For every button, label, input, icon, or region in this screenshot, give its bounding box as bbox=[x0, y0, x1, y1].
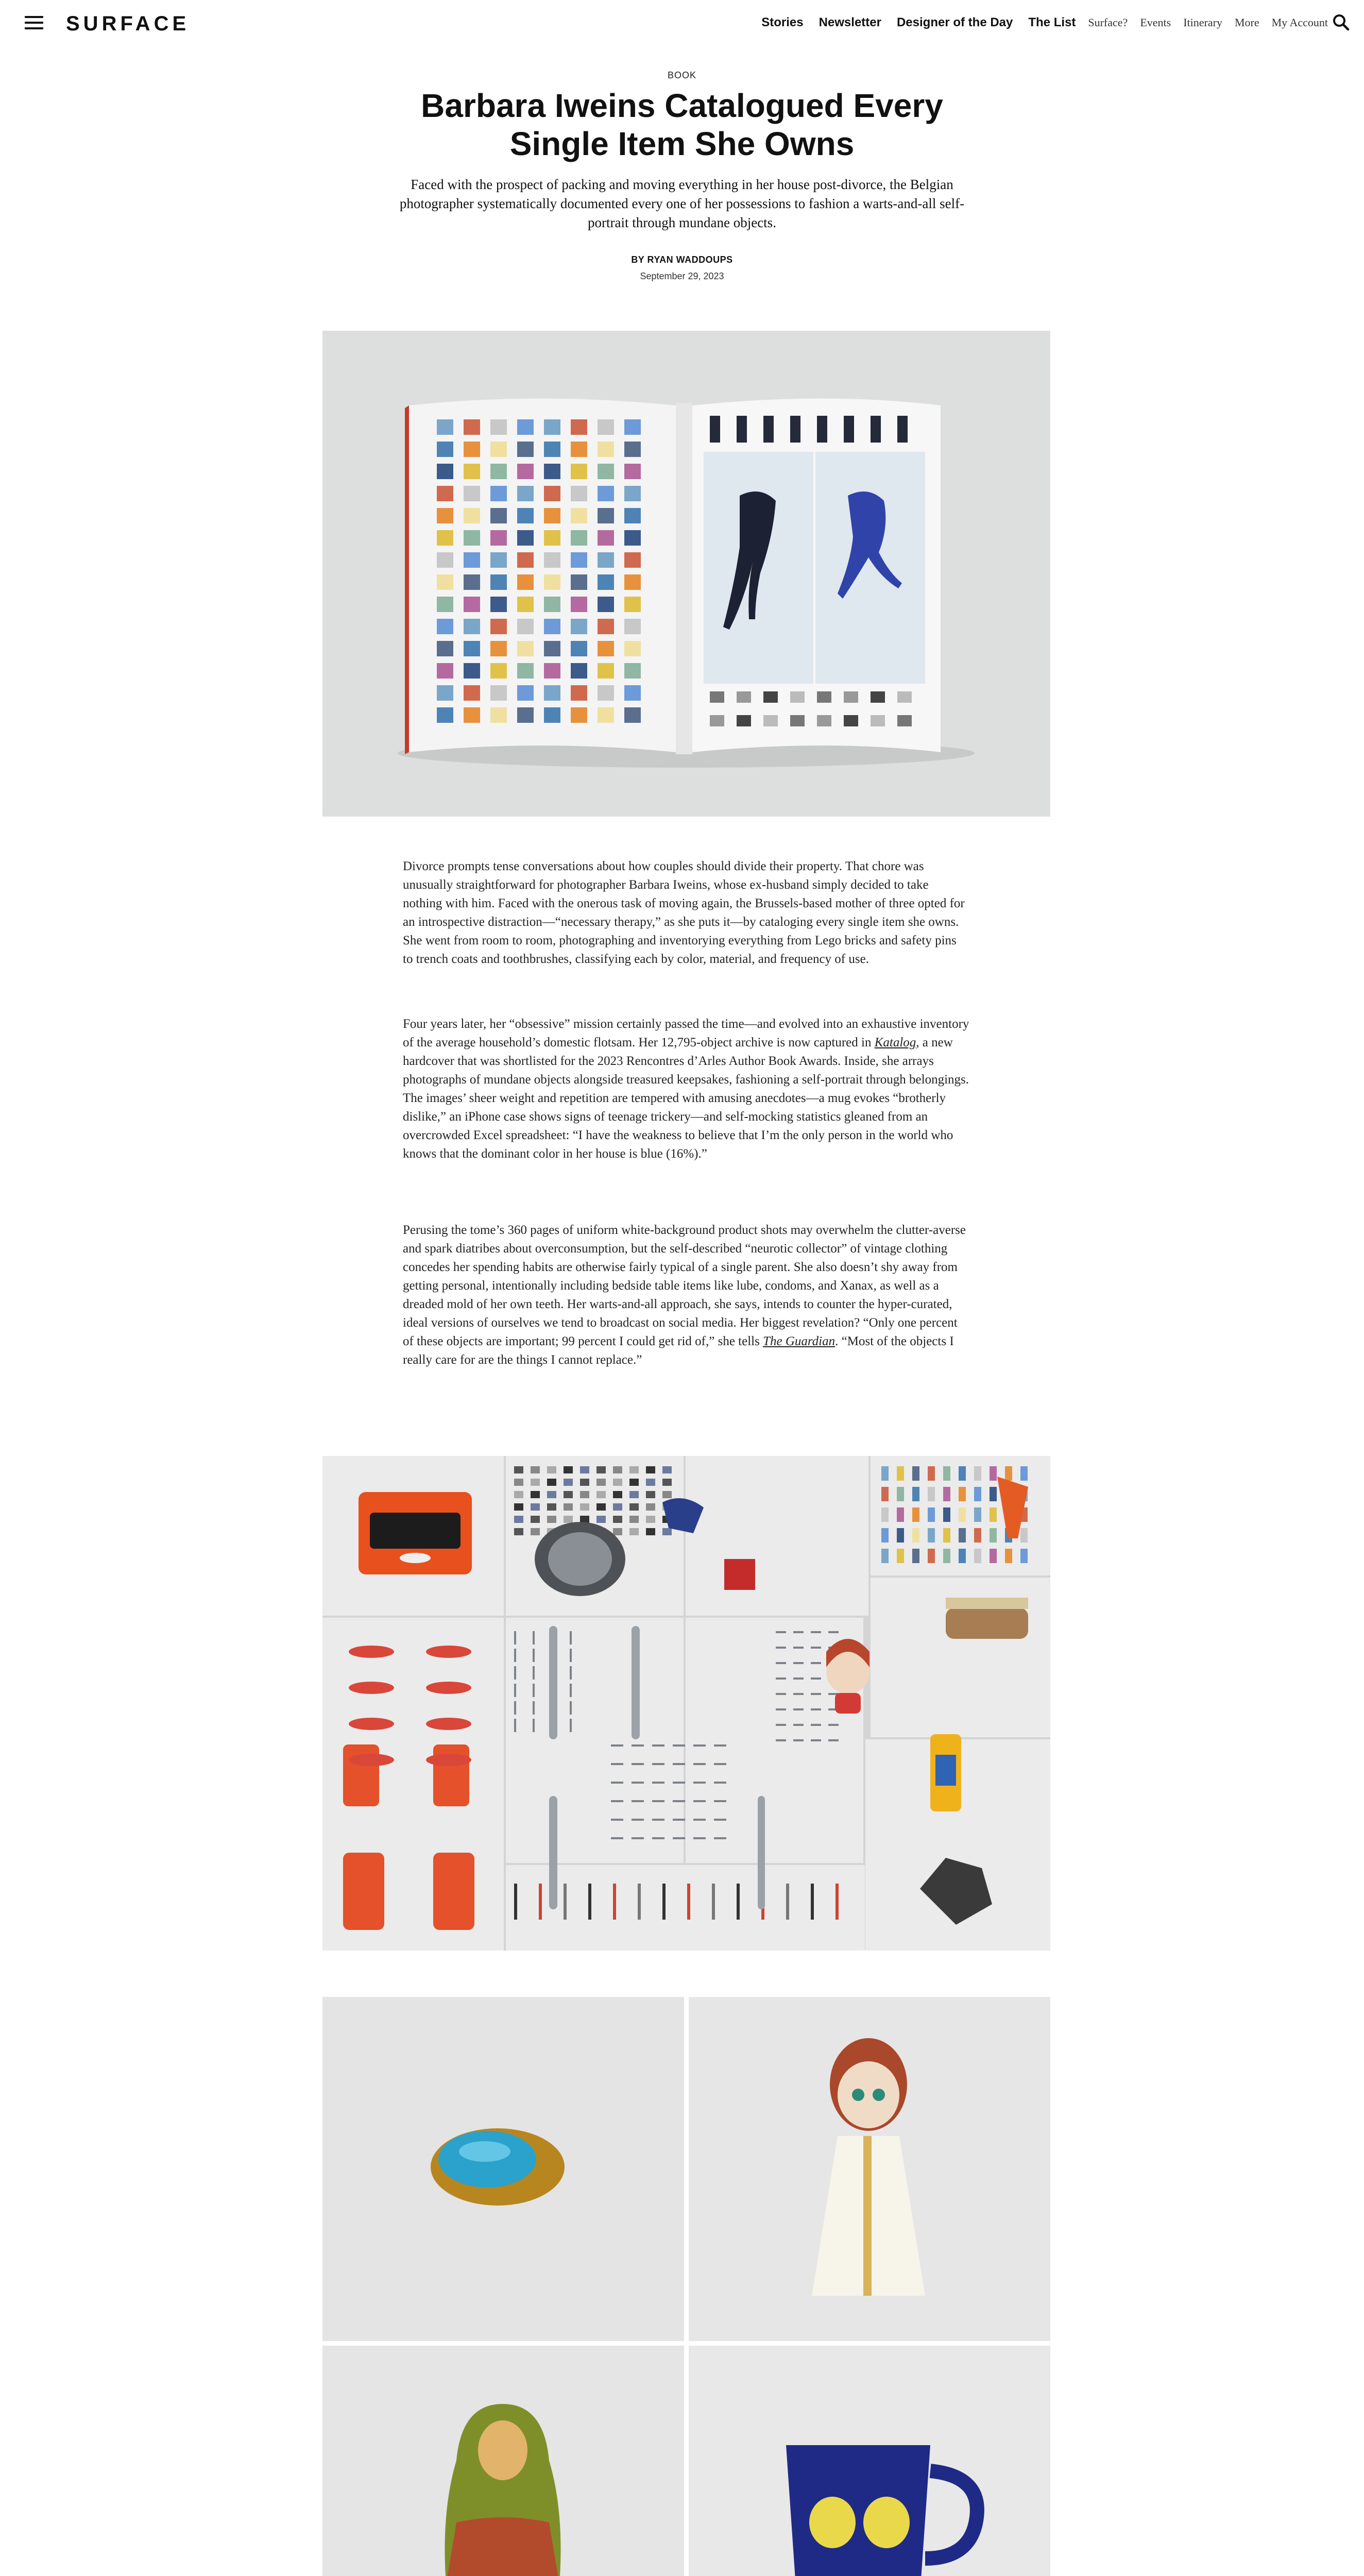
nav-surface[interactable]: Surface? bbox=[1088, 16, 1128, 29]
nav-more[interactable]: More bbox=[1234, 16, 1259, 29]
four-objects-image bbox=[322, 1997, 1050, 2576]
nav-my-account[interactable]: My Account bbox=[1271, 16, 1328, 29]
nav-the-list[interactable]: The List bbox=[1028, 15, 1076, 29]
article-paragraph-3 bbox=[403, 1221, 969, 1369]
object-catalog-grid-image bbox=[322, 1456, 1050, 1951]
article-paragraph-1: Divorce prompts tense conversations about how couples should divide their property. That chore was unusually straightforward for photographer Barbara Iweins, whose ex-husband simply decided to take nothing with him. Faced with the onerous task of moving again, the Brussels-based mother of three opted for an introspective distraction—“necessary therapy,” as she puts it—by cataloging every single item she owns. She went from room to room, photographing and inventorying everything from Lego bricks and safety pins to trench coats and toothbrushes, classifying each by color, material, and frequency of use. bbox=[403, 859, 965, 966]
paragraph-2-text-a: Four years later, her “obsessive” mission certainly passed the time—and evolved into an exhaustive inventory of the average household’s domestic flotsam. Her 12,795-object archive is now captured in bbox=[403, 1017, 969, 1049]
search-icon[interactable] bbox=[1332, 13, 1350, 31]
article-byline[interactable]: BY RYAN WADDOUPS bbox=[631, 255, 733, 265]
nav-events[interactable]: Events bbox=[1140, 16, 1171, 29]
site-header bbox=[0, 0, 1364, 49]
article-date: September 29, 2023 bbox=[640, 271, 724, 281]
nav-newsletter[interactable]: Newsletter bbox=[819, 15, 881, 29]
paragraph-2-text-b: , a new hardcover that was shortlisted for the 2023 Rencontres d’Arles Author Book Awards. Inside, she arrays photographs of mundane objects alongside treasured keepsakes, fashioning a self-portrait through belongings. The images’ sheer weight and repetition are tempered with amusing anecdotes—a mug evokes “brotherly dislike,” an iPhone case shows signs of teenage trickery—and self-mocking statistics gleaned from an overcrowded Excel spreadsheet: “I have the weakness to believe that I’m the only person in the world who knows that the dominant color in her house is blue (16%).” bbox=[403, 1036, 969, 1161]
paragraph-3-text-a: Perusing the tome’s 360 pages of uniform white-background product shots may overwhelm the clutter-averse and spark diatribes about overconsumption, but the self-described “neurotic collector” of vintage clothing concedes her spending habits are otherwise fairly typical of a single parent. She also doesn’t shy away from getting personal, intentionally including bedside table items like lube, condoms, and Xanax, as well as a dreaded mold of her own teeth. Her warts-and-all approach, she says, intends to counter the hyper-curated, ideal versions of ourselves we tend to broadcast on social media. Her biggest revelation? “Only one percent of these objects are important; 99 percent I could get rid of,” she tells bbox=[403, 1223, 966, 1348]
article-dek: Faced with the prospect of packing and moving everything in her house post-divorce, the Belgian photographer systematically documented every one of her possessions to fashion a warts-and-all self-portrait through mundane objects. bbox=[399, 177, 965, 230]
article-title: Barbara Iweins Catalogued Every Single Item She Owns bbox=[421, 87, 943, 162]
nav-stories[interactable]: Stories bbox=[761, 15, 804, 29]
article-paragraph-2 bbox=[403, 1015, 969, 1163]
paragraph-3-text-b: . “Most of the objects I really care for are the things I cannot replace.” bbox=[403, 1334, 954, 1367]
hero-book-image bbox=[322, 331, 1050, 817]
article-category[interactable]: BOOK bbox=[667, 70, 696, 80]
site-logo[interactable]: SURFACE bbox=[66, 12, 190, 35]
nav-itinerary[interactable]: Itinerary bbox=[1183, 16, 1222, 29]
main-nav bbox=[746, 15, 1328, 30]
the-guardian-link[interactable]: The Guardian bbox=[763, 1334, 836, 1348]
nav-designer-of-the-day[interactable]: Designer of the Day bbox=[896, 15, 1013, 29]
katalog-link[interactable]: Katalog bbox=[874, 1036, 916, 1049]
hamburger-menu-icon[interactable] bbox=[25, 16, 43, 29]
